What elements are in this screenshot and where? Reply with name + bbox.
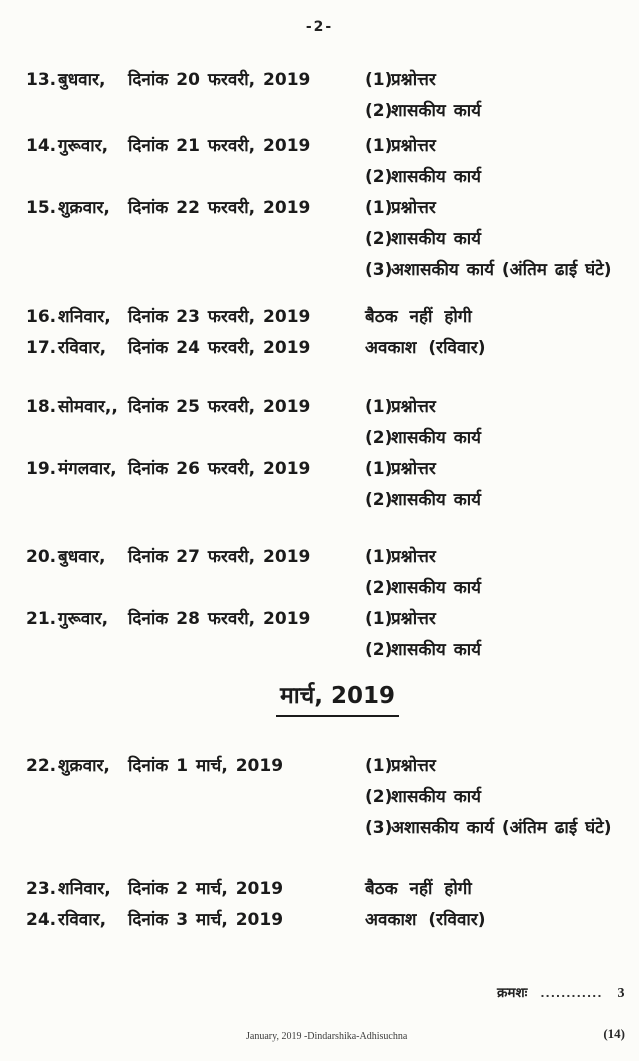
row-day-name: सोमवार,,	[58, 397, 118, 417]
activity-item-number: (1)	[365, 136, 393, 156]
row-date: दिनांक 2 मार्च, 2019	[128, 879, 284, 899]
row-activities	[365, 193, 631, 286]
row-serial-number: 16.	[26, 307, 57, 327]
activity-item-number: (1)	[365, 397, 393, 417]
row-day-name: शुक्रवार,	[58, 198, 110, 218]
row-activities	[365, 333, 631, 364]
row-date: दिनांक 3 मार्च, 2019	[128, 910, 284, 930]
row-status-text: बैठक नहीं होगी	[365, 879, 472, 899]
schedule-row	[26, 65, 631, 127]
row-date: दिनांक 24 फरवरी, 2019	[128, 338, 311, 358]
february-schedule-list	[0, 65, 639, 666]
march-section-heading	[0, 680, 639, 717]
row-day-name: मंगलवार,	[58, 459, 117, 479]
activity-item-text: शासकीय कार्य	[391, 167, 482, 187]
row-day-name: गुरूवार,	[58, 136, 109, 156]
row-activities	[365, 131, 631, 193]
continued-label: क्रमशः	[497, 985, 528, 1001]
schedule-row	[26, 604, 631, 666]
schedule-row	[26, 131, 631, 193]
schedule-row	[26, 193, 631, 286]
row-date: दिनांक 25 फरवरी, 2019	[128, 397, 311, 417]
activity-item-text: शासकीय कार्य	[391, 490, 482, 510]
row-date: दिनांक 21 फरवरी, 2019	[128, 136, 311, 156]
row-activities	[365, 302, 631, 333]
continued-next-page-number: 3	[617, 986, 625, 1001]
row-activities	[365, 65, 631, 127]
activity-item-number: (2)	[365, 229, 393, 249]
row-date: दिनांक 1 मार्च, 2019	[128, 756, 284, 776]
activity-item-text: प्रश्नोत्तर	[391, 198, 436, 218]
page-number: -2-	[305, 19, 334, 35]
row-day-name: बुधवार,	[58, 70, 106, 90]
row-day-name: शनिवार,	[58, 307, 111, 327]
continued-dots: ............	[540, 987, 603, 1000]
activity-item	[365, 65, 631, 96]
activity-item	[365, 193, 631, 224]
activity-item-text: शासकीय कार्य	[391, 640, 482, 660]
activity-item-number: (2)	[365, 167, 393, 187]
row-serial-number: 20.	[26, 547, 57, 567]
row-status-text: बैठक नहीं होगी	[365, 307, 472, 327]
activity-item-number: (2)	[365, 428, 393, 448]
row-serial-number: 24.	[26, 910, 57, 930]
schedule-row	[26, 333, 631, 364]
row-day-name: रविवार,	[58, 338, 107, 358]
row-day-name: बुधवार,	[58, 547, 106, 567]
row-serial-number: 22.	[26, 756, 57, 776]
activity-item-text: प्रश्नोत्तर	[391, 459, 436, 479]
activity-item-text: प्रश्नोत्तर	[391, 609, 436, 629]
activity-item-number: (3)	[365, 818, 393, 838]
schedule-row	[26, 874, 631, 905]
activity-item	[365, 96, 631, 127]
row-activities	[365, 604, 631, 666]
row-day-name: रविवार,	[58, 910, 107, 930]
activity-item-text: प्रश्नोत्तर	[391, 547, 436, 567]
activity-item-number: (3)	[365, 260, 393, 280]
row-activities	[365, 542, 631, 604]
activity-item	[365, 131, 631, 162]
activity-item	[365, 224, 631, 255]
footer-imprint: January, 2019 -Dindarshika-Adhisuchna	[246, 1031, 408, 1042]
schedule-row	[26, 454, 631, 516]
schedule-row	[26, 542, 631, 604]
schedule-row	[26, 751, 631, 844]
row-status-text: अवकाश (रविवार)	[365, 910, 486, 930]
row-serial-number: 23.	[26, 879, 57, 899]
schedule-row	[26, 392, 631, 454]
row-activities	[365, 905, 631, 936]
activity-item	[365, 782, 631, 813]
activity-item-text: शासकीय कार्य	[391, 578, 482, 598]
activity-item	[365, 392, 631, 423]
activity-item-number: (1)	[365, 756, 393, 776]
row-date: दिनांक 22 फरवरी, 2019	[128, 198, 311, 218]
activity-item	[365, 162, 631, 193]
row-date: दिनांक 26 फरवरी, 2019	[128, 459, 311, 479]
march-schedule-list	[0, 751, 639, 936]
activity-item-number: (2)	[365, 578, 393, 598]
activity-item-number: (1)	[365, 198, 393, 218]
row-date: दिनांक 20 फरवरी, 2019	[128, 70, 311, 90]
activity-item	[365, 485, 631, 516]
schedule-row	[26, 302, 631, 333]
activity-item	[365, 635, 631, 666]
activity-item	[365, 542, 631, 573]
row-date: दिनांक 27 फरवरी, 2019	[128, 547, 311, 567]
row-activities	[365, 751, 631, 844]
activity-item-text: शासकीय कार्य	[391, 229, 482, 249]
row-status-text: अवकाश (रविवार)	[365, 338, 486, 358]
row-serial-number: 15.	[26, 198, 57, 218]
row-day-name: शुक्रवार,	[58, 756, 110, 776]
row-serial-number: 13.	[26, 70, 57, 90]
activity-item-number: (1)	[365, 609, 393, 629]
activity-item-text: अशासकीय कार्य (अंतिम ढाई घंटे)	[391, 818, 612, 838]
activity-item-text: प्रश्नोत्तर	[391, 397, 436, 417]
row-serial-number: 14.	[26, 136, 57, 156]
activity-item	[365, 454, 631, 485]
row-serial-number: 21.	[26, 609, 57, 629]
activity-item-text: अशासकीय कार्य (अंतिम ढाई घंटे)	[391, 260, 612, 280]
sheet-number: (14)	[603, 1026, 625, 1041]
row-activities	[365, 392, 631, 454]
row-serial-number: 19.	[26, 459, 57, 479]
march-section-heading-text: मार्च, 2019	[276, 680, 399, 717]
activity-item-text: शासकीय कार्य	[391, 101, 482, 121]
row-serial-number: 17.	[26, 338, 57, 358]
row-serial-number: 18.	[26, 397, 57, 417]
activity-item-number: (1)	[365, 459, 393, 479]
activity-item	[365, 751, 631, 782]
activity-item-text: शासकीय कार्य	[391, 428, 482, 448]
row-date: दिनांक 23 फरवरी, 2019	[128, 307, 311, 327]
row-day-name: शनिवार,	[58, 879, 111, 899]
footer-continued	[497, 983, 625, 1002]
row-activities	[365, 874, 631, 905]
activity-item-number: (2)	[365, 101, 393, 121]
activity-item-text: शासकीय कार्य	[391, 787, 482, 807]
schedule-row	[26, 905, 631, 936]
activity-item-number: (2)	[365, 490, 393, 510]
activity-item	[365, 423, 631, 454]
activity-item	[365, 604, 631, 635]
activity-item	[365, 255, 631, 286]
row-activities	[365, 454, 631, 516]
activity-item-number: (2)	[365, 787, 393, 807]
row-day-name: गुरूवार,	[58, 609, 109, 629]
activity-item-number: (1)	[365, 70, 393, 90]
activity-item	[365, 813, 631, 844]
activity-item-text: प्रश्नोत्तर	[391, 756, 436, 776]
activity-item-text: प्रश्नोत्तर	[391, 70, 436, 90]
activity-item-text: प्रश्नोत्तर	[391, 136, 436, 156]
activity-item-number: (1)	[365, 547, 393, 567]
activity-item	[365, 573, 631, 604]
row-date: दिनांक 28 फरवरी, 2019	[128, 609, 311, 629]
activity-item-number: (2)	[365, 640, 393, 660]
